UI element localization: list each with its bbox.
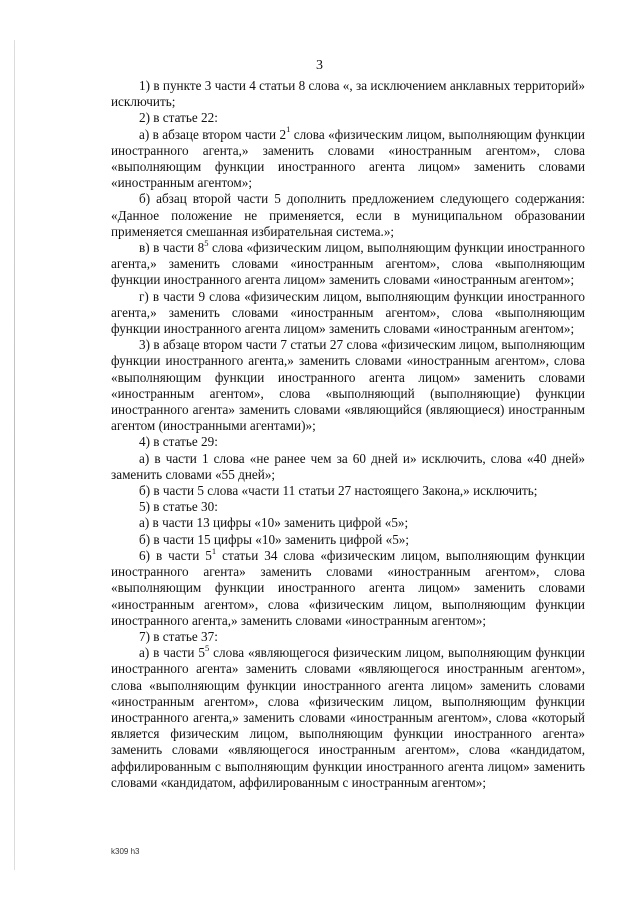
paragraph (111, 483, 585, 499)
paragraph-text-continued: слова «являющегося физическим лицом, выполняющим функции иностранного агента» заменить словами «являющегося иностранным агентом», слова «выполняющим функции иностранного агента лицом» заменить словами «иностранным агентом», слова «физическим лицом, выполняющим функции иностранного агента,» заменить словами «иностранным агентом», слова «который является физическим лицом, выполняющим функции иностранного агента» заменить словами «являющегося иностранным агентом», слова «кандидатом, аффилированным с выполняющим функции иностранного агента лицом» заменить словами «кандидатом, аффилированным с иностранным агентом»; (111, 645, 585, 790)
paragraph-text: 2) в статье 22: (139, 110, 218, 126)
paragraph (111, 642, 585, 791)
page-number: 3 (316, 58, 323, 73)
paragraph-text: а) в части 1 слова «не ранее чем за 60 дней и» исключить, слова «40 дней» заменить словами «55 дней»; (111, 450, 585, 482)
paragraph (111, 499, 585, 515)
paragraph-text-continued: слова «физическим лицом, выполняющим функции иностранного агента,» заменить словами «иностранным агентом», слова «выполняющим функции иностранного агента лицом» заменить словами «иностранным агентом»; (111, 126, 585, 191)
paragraph-text: 3) в абзаце втором части 7 статьи 27 слова «физическим лицом, выполняющим функции иностранного агента,» заменить словами «иностранным агентом», слова «выполняющим функции иностранного агента лицом» заменить словами «иностранным агентом», слова «выполняющий (выполняющие) функции иностранного агента» заменить словами «являющийся (являющиеся) иностранным агентом (иностранными агентами)»; (111, 337, 585, 434)
paragraph-text: 6) в части 5 (139, 547, 212, 563)
paragraph-text: а) в части 13 цифры «10» заменить цифрой «5»; (139, 515, 409, 531)
paragraph-text: а) в части 5 (139, 645, 205, 661)
paragraph (111, 337, 585, 434)
document-body (111, 78, 585, 791)
paragraph (111, 191, 585, 240)
paragraph-text: б) в части 5 слова «части 11 статьи 27 настоящего Закона,» исключить; (139, 483, 538, 499)
paragraph (111, 110, 585, 126)
paragraph-text: а) в абзаце втором части 2 (139, 126, 287, 142)
paragraph (111, 515, 585, 531)
paragraph (111, 545, 585, 629)
footer-code: k309 h3 (111, 847, 140, 856)
scan-edge-line (14, 40, 15, 870)
paragraph (111, 124, 585, 192)
paragraph (111, 237, 585, 289)
paragraph (111, 434, 585, 450)
paragraph (111, 629, 585, 645)
superscript-index: 1 (211, 545, 217, 556)
paragraph-text: б) в части 15 цифры «10» заменить цифрой «5»; (139, 531, 410, 547)
paragraph-text: в) в части 8 (139, 240, 205, 256)
paragraph-text: г) в части 9 слова «физическим лицом, выполняющим функции иностранного агента,» заменить словами «иностранным агентом», слова «выполняющим функции иностранного агента лицом» заменить словами «иностранным агентом»; (111, 288, 585, 337)
paragraph (111, 532, 585, 548)
superscript-index: 5 (204, 237, 209, 248)
paragraph (111, 451, 585, 483)
paragraph-text: 7) в статье 37: (139, 628, 218, 644)
paragraph-text-continued: слова «физическим лицом, выполняющим функции иностранного агента,» заменить словами «иностранным агентом», слова «выполняющим функции иностранного агента лицом» заменить словами «иностранным агентом»; (111, 240, 585, 288)
superscript-index: 1 (286, 124, 291, 135)
paragraph (111, 78, 585, 110)
paragraph (111, 289, 585, 338)
paragraph-text: 4) в статье 29: (139, 434, 218, 450)
paragraph-text: б) абзац второй части 5 дополнить предложением следующего содержания: «Данное положение не применяется, если в муниципальном образовании применяется смешанная избирательная система.»; (111, 191, 585, 239)
paragraph-text-continued: статьи 34 слова «физическим лицом, выполняющим функции иностранного агента» заменить словами «иностранным агентом», слова «выполняющим функции иностранного агента лицом» заменить словами «иностранным агентом», слова «физическим лицом, выполняющим функции иностранного агента,» заменить словами «иностранным агентом»; (111, 547, 585, 628)
superscript-index: 5 (205, 642, 210, 653)
paragraph-text: 5) в статье 30: (139, 499, 218, 515)
paragraph-text: 1) в пункте 3 части 4 статьи 8 слова «, за исключением анклавных территорий» исключить; (111, 78, 585, 110)
